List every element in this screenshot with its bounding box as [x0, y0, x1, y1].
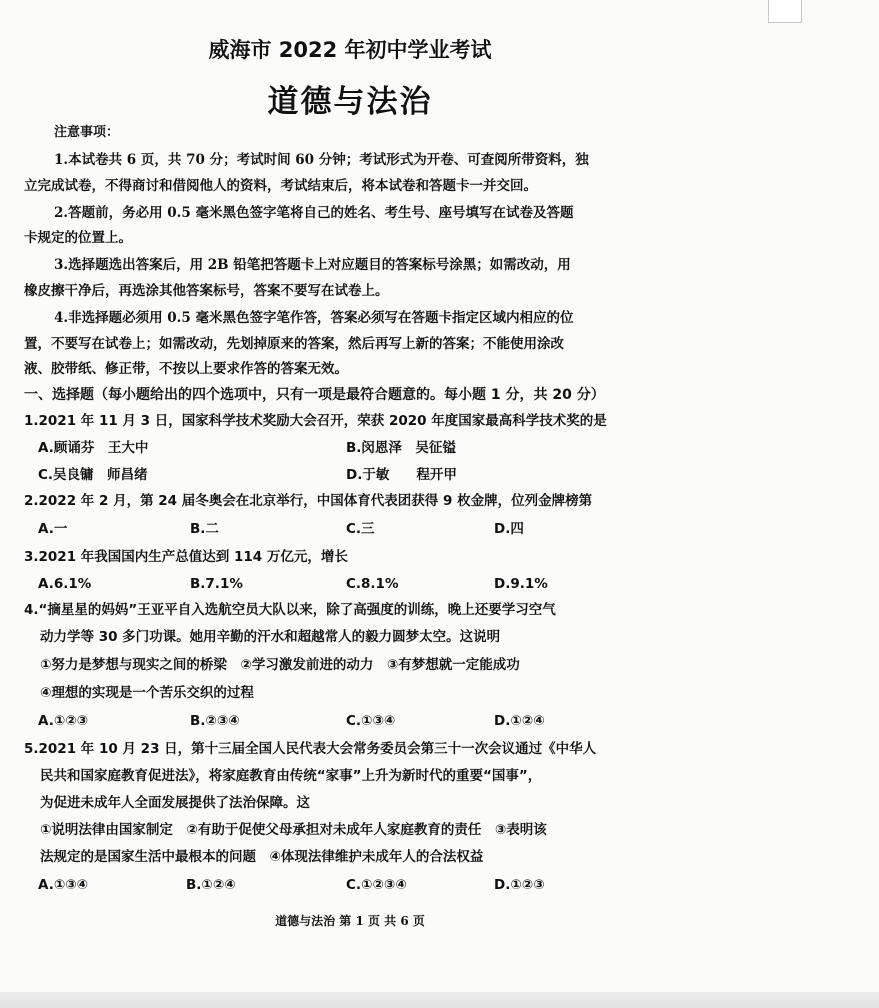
- option-a: A.6.1%: [38, 576, 92, 592]
- notice-line: 液、胶带纸、修正带，不按以上要求作答的答案无效。: [24, 361, 348, 377]
- option-c: C.8.1%: [346, 576, 399, 592]
- notice-line: 橡皮擦干净后，再选涂其他答案标号，答案不要写在试卷上。: [24, 283, 389, 299]
- option-b: B.7.1%: [190, 576, 243, 592]
- bottom-edge: [0, 992, 879, 1008]
- question-stem: 3.2021 年我国国内生产总值达到 114 万亿元，增长: [24, 549, 348, 565]
- notice-line: 3.选择题选出答案后，用 2B 铅笔把答题卡上对应题目的答案标号涂黑；如需改动，用: [54, 257, 571, 273]
- statement-line: 法规定的是国家生活中最根本的问题 ④体现法律维护未成年人的合法权益: [40, 849, 484, 865]
- question-stem: 民共和国家庭教育促进法》，将家庭教育由传统“家事”上升为新时代的重要“国事”，: [40, 768, 542, 784]
- option-a: A.①②③: [38, 713, 89, 729]
- option-b: B.闵恩泽 吴征镒: [346, 440, 456, 456]
- notice-line: 立完成试卷，不得商讨和借阅他人的资料，考试结束后，将本试卷和答题卡一并交回。: [24, 178, 537, 194]
- option-b: B.二: [190, 521, 219, 537]
- notice-line: 卡规定的位置上。: [24, 230, 132, 246]
- option-c: C.①③④: [346, 713, 396, 729]
- statement-line: ①说明法律由国家制定 ②有助于促使父母承担对未成年人家庭教育的责任 ③表明该: [40, 822, 547, 838]
- statement-line: ①努力是梦想与现实之间的桥梁 ②学习激发前进的动力 ③有梦想就一定能成功: [40, 657, 520, 673]
- exam-title: 威海市 2022 年初中学业考试: [208, 38, 492, 62]
- option-b: B.①②④: [186, 877, 236, 893]
- question-stem: 1.2021 年 11 月 3 日，国家科学技术奖励大会召开，荣获 2020 年度国家最高科学技术奖的是: [24, 413, 607, 429]
- question-stem: 为促进未成年人全面发展提供了法治保障。这: [40, 795, 310, 811]
- option-c: C.三: [346, 521, 375, 537]
- notice-line: 1.本试卷共 6 页，共 70 分；考试时间 60 分钟；考试形式为开卷、可查阅所带资料，独: [54, 152, 589, 168]
- question-stem: 动力学等 30 多门功课。她用辛勤的汗水和超越常人的毅力圆梦太空。这说明: [40, 629, 501, 645]
- option-b: B.②③④: [190, 713, 240, 729]
- option-c: C.①②③④: [346, 877, 407, 893]
- option-a: A.顾诵芬 王大中: [38, 440, 149, 456]
- option-a: A.一: [38, 521, 68, 537]
- notice-line: 置，不要写在试卷上；如需改动，先划掉原来的答案，然后再写上新的答案；不能使用涂改: [24, 336, 564, 352]
- section-heading: 一、选择题（每小题给出的四个选项中，只有一项是最符合题意的。每小题 1 分，共 20 分）: [24, 387, 605, 403]
- question-stem: 4.“摘星星的妈妈”王亚平自入选航空员大队以来，除了高强度的训练，晚上还要学习空气: [24, 602, 556, 618]
- option-d: D.四: [494, 521, 524, 537]
- option-a: A.①③④: [38, 877, 89, 893]
- corner-frame: [768, 0, 802, 23]
- subject-title: 道德与法治: [267, 84, 433, 120]
- option-d: D.9.1%: [494, 576, 548, 592]
- notice-line: 2.答题前，务必用 0.5 毫米黑色签字笔将自己的姓名、考生号、座号填写在试卷及答题: [54, 205, 574, 221]
- statement-line: ④理想的实现是一个苦乐交织的过程: [40, 685, 254, 701]
- option-d: D.于敏 程开甲: [346, 467, 457, 483]
- question-stem: 2.2022 年 2 月，第 24 届冬奥会在北京举行，中国体育代表团获得 9 枚金牌，位列金牌榜第: [24, 493, 593, 509]
- option-d: D.①②③: [494, 877, 545, 893]
- question-stem: 5.2021 年 10 月 23 日，第十三届全国人民代表大会常务委员会第三十一次会议通过《中华人: [24, 741, 597, 757]
- option-c: C.吴良镛 师昌绪: [38, 467, 148, 483]
- notice-label: 注意事项：: [54, 125, 120, 140]
- option-d: D.①②④: [494, 713, 545, 729]
- notice-line: 4.非选择题必须用 0.5 毫米黑色签字笔作答，答案必须写在答题卡指定区域内相应的位: [54, 310, 574, 326]
- page-footer: 道德与法治 第 1 页 共 6 页: [275, 914, 425, 928]
